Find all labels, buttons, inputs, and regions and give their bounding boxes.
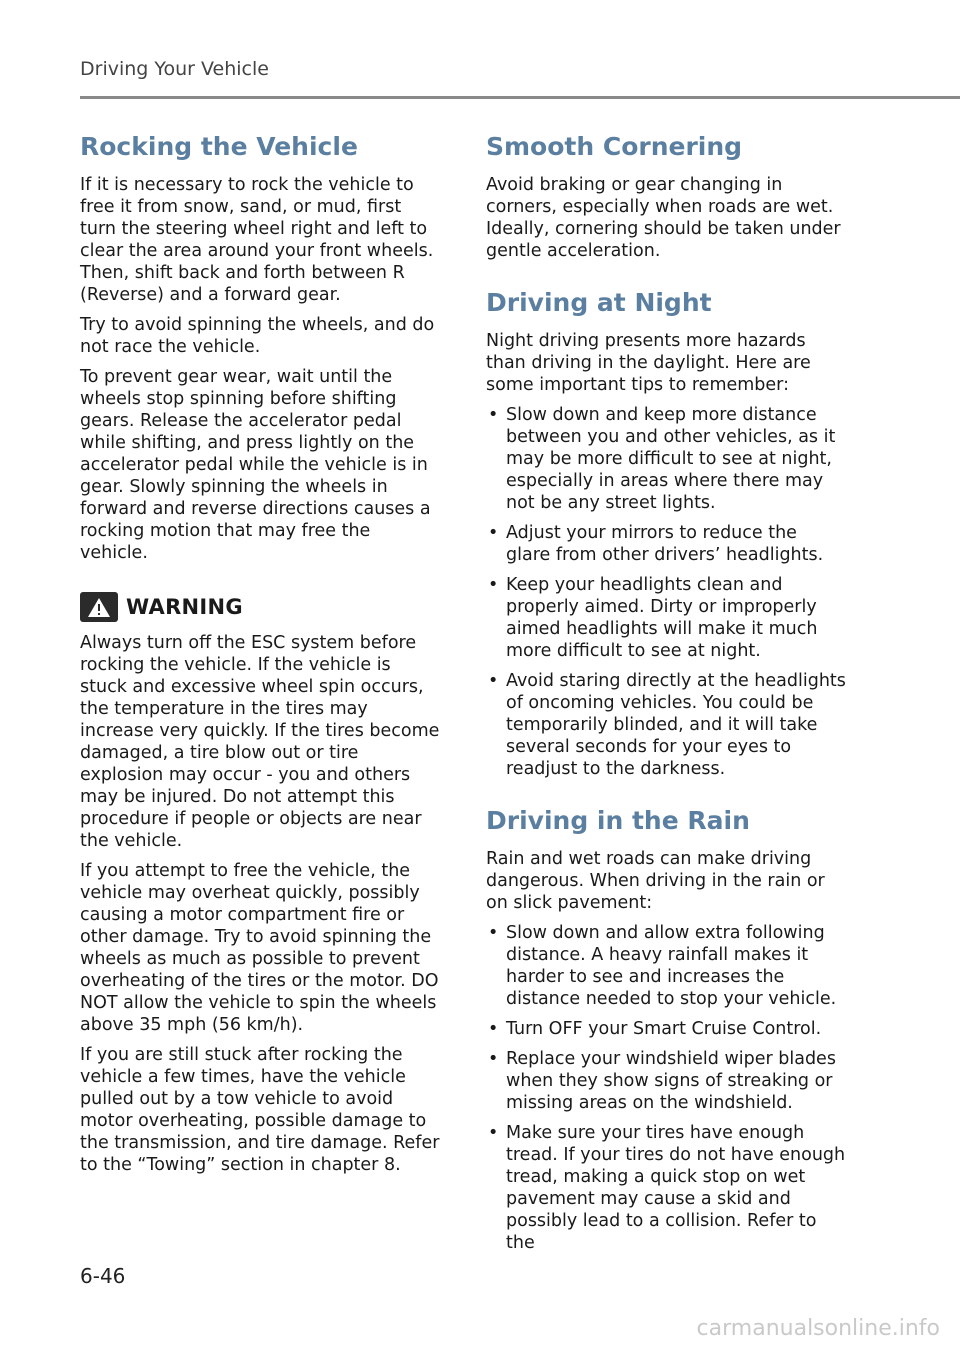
list-item: • Replace your windshield wiper blades when they show signs of streaking or missing areas on the windshield. (488, 1049, 836, 1113)
paragraph: Try to avoid spinning the wheels, and do not race the vehicle. (80, 315, 435, 357)
warning-header (80, 592, 440, 622)
section-title-night: Driving at Night (486, 288, 712, 317)
warning-triangle-icon (80, 592, 118, 622)
list-item: • Avoid staring directly at the headlights of oncoming vehicles. You could be temporarily blinded, and it will take several seconds for your eyes to readjust to the darkness. (488, 671, 846, 779)
paragraph: Rain and wet roads can make driving dangerous. When driving in the rain or on slick pavement: (486, 849, 825, 913)
watermark: carmanualsonline.info (696, 1316, 940, 1341)
warning-label: WARNING (126, 595, 243, 619)
paragraph: Night driving presents more hazards than driving in the daylight. Here are some important tips to remember: (486, 331, 811, 395)
list-item: • Slow down and allow extra following distance. A heavy rainfall makes it harder to see and increases the distance needed to stop your vehicle. (488, 923, 837, 1009)
list-item: • Slow down and keep more distance between you and other vehicles, as it may be more difficult to see at night, especially in areas where there may not be any street lights. (488, 405, 836, 513)
list-item: • Keep your headlights clean and properly aimed. Dirty or improperly aimed headlights will make it much more difficult to see at night. (488, 575, 818, 661)
paragraph: To prevent gear wear, wait until the wheels stop spinning before shifting gears. Release the accelerator pedal while shifting, and press lightly on the accelerator pedal while the vehicle is in gear. Slowly spinning the wheels in forward and reverse directions causes a rocking motion that may free the vehicle. (80, 367, 431, 563)
paragraph: Avoid braking or gear changing in corners, especially when roads are wet. Ideally, cornering should be taken under gentle acceleration. (486, 175, 841, 261)
section-title-rain: Driving in the Rain (486, 806, 750, 835)
running-header: Driving Your Vehicle (80, 58, 269, 80)
list-item: • Adjust your mirrors to reduce the glare from other drivers’ headlights. (488, 523, 824, 565)
warning-paragraph: Always turn off the ESC system before rocking the vehicle. If the vehicle is stuck and excessive wheel spin occurs, the temperature in the tires may increase very quickly. If the tires become damaged, a tire blow out or tire explosion may occur - you and others may be injured. Do not attempt this procedure if people or objects are near the vehicle. (80, 633, 440, 851)
section-title-rocking: Rocking the Vehicle (80, 132, 358, 161)
rain-tips-list (486, 922, 846, 1254)
right-column (486, 132, 846, 1262)
night-tips-list (486, 404, 846, 780)
page-number: 6-46 (80, 1264, 126, 1288)
list-item: • Turn OFF your Smart Cruise Control. (488, 1019, 822, 1039)
left-column (80, 132, 440, 1184)
paragraph: If it is necessary to rock the vehicle to free it from snow, sand, or mud, first turn the steering wheel right and left to clear the area around your front wheels. Then, shift back and forth between R (Reverse) and a forward gear. (80, 175, 434, 305)
header-divider (80, 96, 960, 99)
section-title-cornering: Smooth Cornering (486, 132, 743, 161)
warning-paragraph: If you are still stuck after rocking the vehicle a few times, have the vehicle pulled out by a tow vehicle to avoid motor overheating, possible damage to the transmission, and tire damage. Refer to the “Towing” section in chapter 8. (80, 1045, 440, 1175)
list-item: • Make sure your tires have enough tread. If your tires do not have enough tread, making a quick stop on wet pavement may cause a skid and possibly lead to a collision. Refer to the (488, 1123, 846, 1253)
warning-paragraph: If you attempt to free the vehicle, the vehicle may overheat quickly, possibly causing a motor compartment fire or other damage. Try to avoid spinning the wheels as much as possible to prevent overheating of the tires or the motor. DO NOT allow the vehicle to spin the wheels above 35 mph (56 km/h). (80, 861, 439, 1035)
